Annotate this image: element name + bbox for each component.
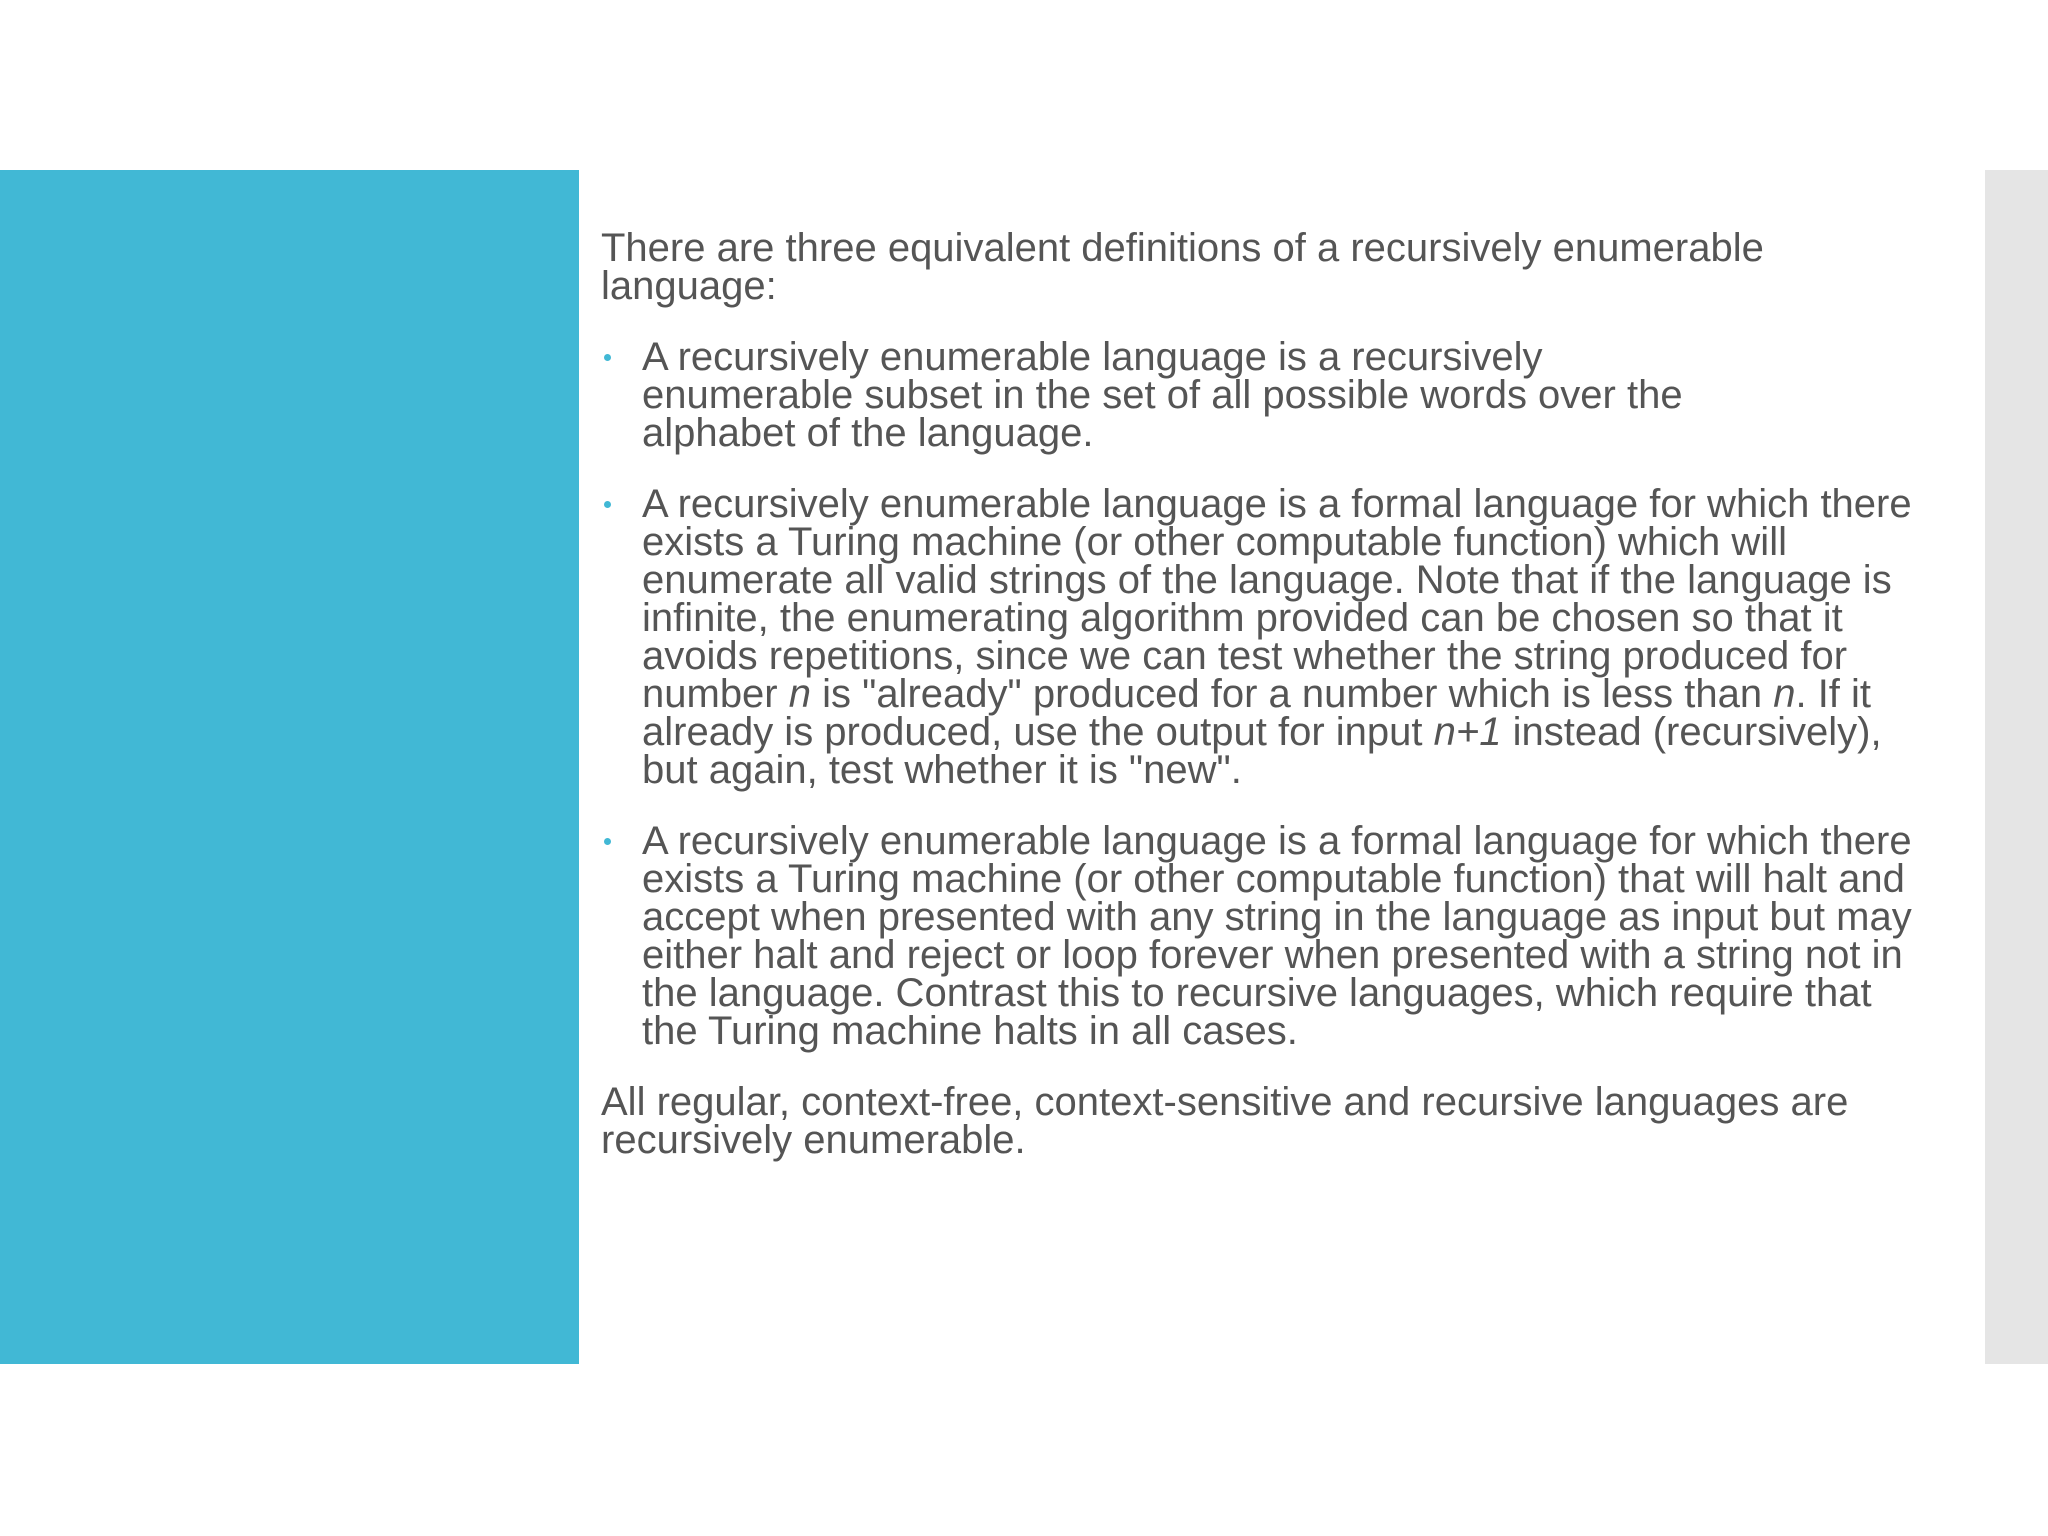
bullet-icon	[604, 501, 611, 508]
bullet-text: A recursively enumerable language is a recursively enumerable subset in the set of all possible words over the alphabet of the language.	[642, 335, 1683, 455]
bullet-icon	[604, 354, 611, 361]
bullet-text: A recursively enumerable language is a formal language for which there exists a Turing machine (or other computable function) that will halt and accept when presented with any string in the language as input but may either halt and reject or loop forever when presented with a string not in the language. Contrast this to recursive languages, which require that the Turing machine halts in all cases.	[642, 819, 1912, 1053]
variable-n: n	[788, 672, 811, 716]
variable-n: n	[1773, 672, 1796, 716]
list-item-2	[601, 482, 1921, 792]
bullet-icon	[604, 838, 611, 845]
text-segment: . If it already is produced, use the output for input	[642, 672, 1872, 754]
bullet-text	[642, 482, 1912, 792]
conclusion-paragraph: All regular, context-free, context-sensitive and recursive languages are recursively enumerable.	[601, 1080, 1849, 1162]
side-strip	[1985, 170, 2048, 1364]
variable-n-plus-1: n+1	[1433, 710, 1502, 754]
intro-paragraph: There are three equivalent definitions of a recursively enumerable language:	[601, 226, 1764, 308]
list-item-3	[601, 819, 1921, 1053]
accent-panel	[0, 170, 579, 1364]
text-segment: A recursively enumerable language is a formal language for which there exists a Turing machine (or other computable function) which will enumerate all valid strings of the language. Note that if the language is infinite, the enumerating algorithm provided can be chosen so that it avoids repetitions, since we can test whether the string produced for number	[642, 482, 1912, 716]
text-segment: instead (recursively), but again, test whether it is "new".	[642, 710, 1882, 792]
list-item-1	[601, 335, 1921, 455]
definition-list	[601, 335, 1921, 1053]
text-segment: is "already" produced for a number which is less than	[811, 672, 1774, 716]
slide-body	[601, 226, 1921, 1162]
